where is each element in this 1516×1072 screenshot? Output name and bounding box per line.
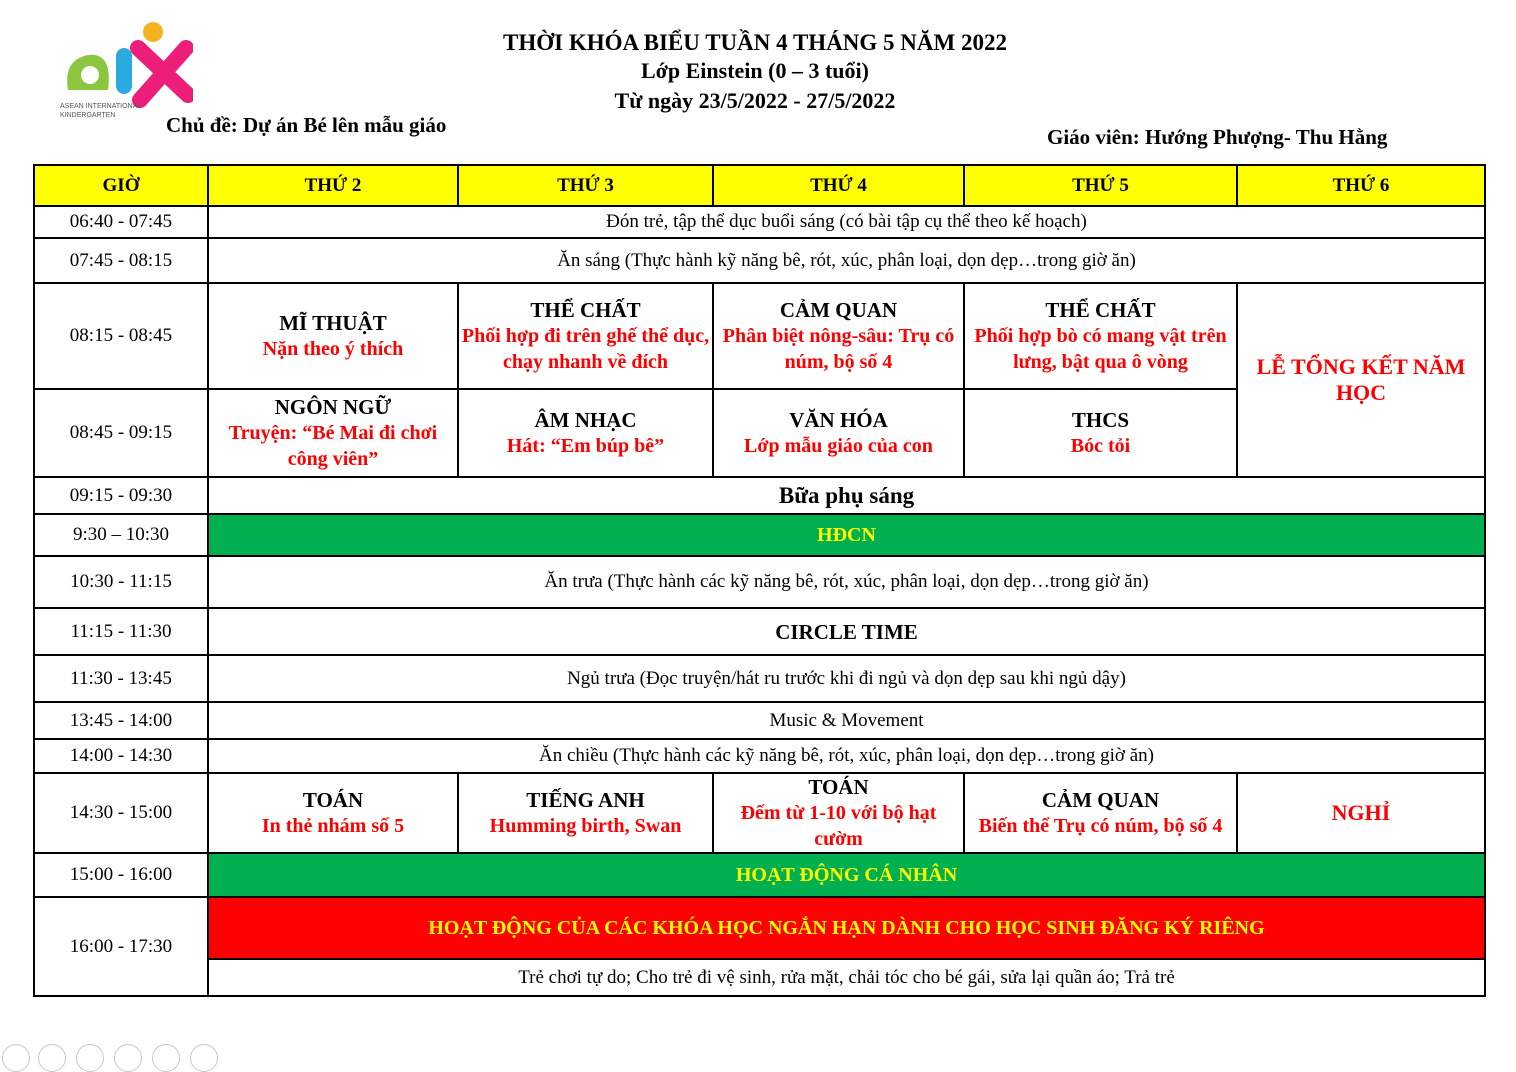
lesson-detail: Hát: “Em búp bê” xyxy=(506,435,665,457)
lesson-cell xyxy=(713,389,964,477)
lesson-detail: Truyện: “Bé Mai đi chơi công viên” xyxy=(228,422,438,470)
time-cell: 14:00 - 14:30 xyxy=(34,739,208,773)
table-row xyxy=(34,773,1485,853)
lesson-detail: Phân biệt nông-sâu: Trụ có núm, bộ số 4 xyxy=(722,325,955,373)
class-name: Lớp Einstein (0 – 3 tuổi) xyxy=(641,58,869,83)
topic: Chủ đề: Dự án Bé lên mẫu giáo xyxy=(166,113,447,137)
col-header-thu: THỨ 5 xyxy=(964,165,1237,206)
lesson-cell xyxy=(458,389,713,477)
time-cell: 10:30 - 11:15 xyxy=(34,556,208,608)
time-cell: 11:15 - 11:30 xyxy=(34,608,208,655)
table-row xyxy=(34,897,1485,959)
col-header-wed: THỨ 4 xyxy=(713,165,964,206)
lesson-subject: TOÁN xyxy=(302,788,364,812)
activity-cell: HOẠT ĐỘNG CỦA CÁC KHÓA HỌC NGẮN HẠN DÀNH CHO HỌC SINH ĐĂNG KÝ RIÊNG xyxy=(208,897,1485,959)
time-cell: 07:45 - 08:15 xyxy=(34,238,208,283)
table-row xyxy=(34,477,1485,514)
schedule-table xyxy=(33,164,1486,997)
activity-cell: Ăn chiều (Thực hành các kỹ năng bê, rót, xúc, phân loại, dọn dẹp…trong giờ ăn) xyxy=(208,739,1485,773)
time-cell: 06:40 - 07:45 xyxy=(34,206,208,238)
lesson-detail: Đếm từ 1-10 với bộ hạt cườm xyxy=(740,802,937,850)
lesson-subject: NGÔN NGỮ xyxy=(274,395,392,419)
time-cell: 11:30 - 13:45 xyxy=(34,655,208,702)
col-header-tue: THỨ 3 xyxy=(458,165,713,206)
page-title: THỜI KHÓA BIỂU TUẦN 4 THÁNG 5 NĂM 2022 xyxy=(503,30,1007,55)
pen-icon[interactable] xyxy=(76,1044,104,1072)
activity-cell: Ăn sáng (Thực hành kỹ năng bê, rót, xúc, phân loại, dọn dẹp…trong giờ ăn) xyxy=(208,238,1485,283)
col-header-fri: THỨ 6 xyxy=(1237,165,1485,206)
table-row xyxy=(34,514,1485,556)
lesson-subject: MĨ THUẬT xyxy=(279,311,387,335)
more-icon[interactable] xyxy=(190,1044,218,1072)
lesson-detail: Nặn theo ý thích xyxy=(262,338,404,360)
lesson-cell xyxy=(964,283,1237,389)
lesson-detail: Phối hợp bò có mang vật trên lưng, bật qua ô vòng xyxy=(974,325,1227,373)
lesson-cell xyxy=(208,283,458,389)
time-cell: 15:00 - 16:00 xyxy=(34,853,208,897)
lesson-subject: THỂ CHẤT xyxy=(530,298,641,322)
time-cell: 08:15 - 08:45 xyxy=(34,283,208,389)
lesson-detail: Bóc tỏi xyxy=(1070,435,1131,457)
year-end-ceremony: LỄ TỔNG KẾT NĂM HỌC xyxy=(1237,283,1485,477)
lesson-subject: ÂM NHẠC xyxy=(534,408,637,432)
lesson-subject: TIẾNG ANH xyxy=(526,788,645,812)
col-header-time: GIỜ xyxy=(34,165,208,206)
lesson-cell xyxy=(208,389,458,477)
header-row xyxy=(34,165,1485,206)
table-row xyxy=(34,853,1485,897)
logo-tagline: ASEAN INTERNATIONAL xyxy=(60,103,142,110)
lesson-cell xyxy=(208,773,458,853)
time-cell: 13:45 - 14:00 xyxy=(34,702,208,739)
lesson-subject: VĂN HÓA xyxy=(789,408,888,432)
svg-text:KINDERGARTEN: KINDERGARTEN xyxy=(60,112,116,119)
table-row xyxy=(34,556,1485,608)
activity-cell: CIRCLE TIME xyxy=(208,608,1485,655)
time-cell: 16:00 - 17:30 xyxy=(34,897,208,996)
activity-cell: Music & Movement xyxy=(208,702,1485,739)
lesson-subject: TOÁN xyxy=(808,775,869,799)
time-cell: 09:15 - 09:30 xyxy=(34,477,208,514)
time-cell: 9:30 – 10:30 xyxy=(34,514,208,556)
lesson-subject: CẢM QUAN xyxy=(779,298,898,322)
lesson-detail: Phối hợp đi trên ghế thể dục, chạy nhanh về đích xyxy=(461,325,710,373)
activity-cell: Bữa phụ sáng xyxy=(208,477,1485,514)
lesson-detail: Biến thể Trụ có núm, bộ số 4 xyxy=(978,815,1223,837)
lesson-subject: THỂ CHẤT xyxy=(1045,298,1156,322)
school-logo xyxy=(58,20,193,125)
teacher: Giáo viên: Hướng Phượng- Thu Hằng xyxy=(1047,125,1388,149)
lesson-cell xyxy=(458,773,713,853)
lesson-subject: THCS xyxy=(1071,408,1130,432)
lesson-detail: Lớp mẫu giáo của con xyxy=(744,435,933,457)
zoom-icon[interactable] xyxy=(152,1044,180,1072)
prev-icon[interactable] xyxy=(2,1044,30,1072)
lesson-cell xyxy=(713,773,964,853)
viewer-toolbar xyxy=(0,1040,240,1059)
table-row xyxy=(34,238,1485,283)
col-header-mon: THỨ 2 xyxy=(208,165,458,206)
lesson-detail: In thẻ nhám số 5 xyxy=(261,815,405,837)
lesson-detail: Humming birth, Swan xyxy=(489,815,682,837)
lesson-subject: CẢM QUAN xyxy=(1041,788,1160,812)
play-icon[interactable] xyxy=(38,1044,66,1072)
table-row xyxy=(34,739,1485,773)
table-row xyxy=(34,702,1485,739)
activity-cell: HĐCN xyxy=(208,514,1485,556)
lesson-cell xyxy=(713,283,964,389)
table-row xyxy=(34,655,1485,702)
lesson-cell xyxy=(458,283,713,389)
time-cell: 14:30 - 15:00 xyxy=(34,773,208,853)
activity-cell: HOẠT ĐỘNG CÁ NHÂN xyxy=(208,853,1485,897)
table-row xyxy=(34,283,1485,389)
slides-icon[interactable] xyxy=(114,1044,142,1072)
table-row xyxy=(34,608,1485,655)
time-cell: 08:45 - 09:15 xyxy=(34,389,208,477)
activity-cell: Ăn trưa (Thực hành các kỹ năng bê, rót, xúc, phân loại, dọn dẹp…trong giờ ăn) xyxy=(208,556,1485,608)
lesson-cell xyxy=(964,773,1237,853)
table-row xyxy=(34,206,1485,238)
date-range: Từ ngày 23/5/2022 - 27/5/2022 xyxy=(614,88,896,113)
activity-cell: Trẻ chơi tự do; Cho trẻ đi vệ sinh, rửa mặt, chải tóc cho bé gái, sửa lại quần áo; Trả trẻ xyxy=(208,959,1485,996)
lesson-cell xyxy=(964,389,1237,477)
activity-cell: Đón trẻ, tập thể dục buổi sáng (có bài tập cụ thể theo kế hoạch) xyxy=(208,206,1485,238)
activity-cell: Ngủ trưa (Đọc truyện/hát ru trước khi đi ngủ và dọn dẹp sau khi ngủ dậy) xyxy=(208,655,1485,702)
table-row xyxy=(34,959,1485,996)
day-off-cell: NGHỈ xyxy=(1237,773,1485,853)
